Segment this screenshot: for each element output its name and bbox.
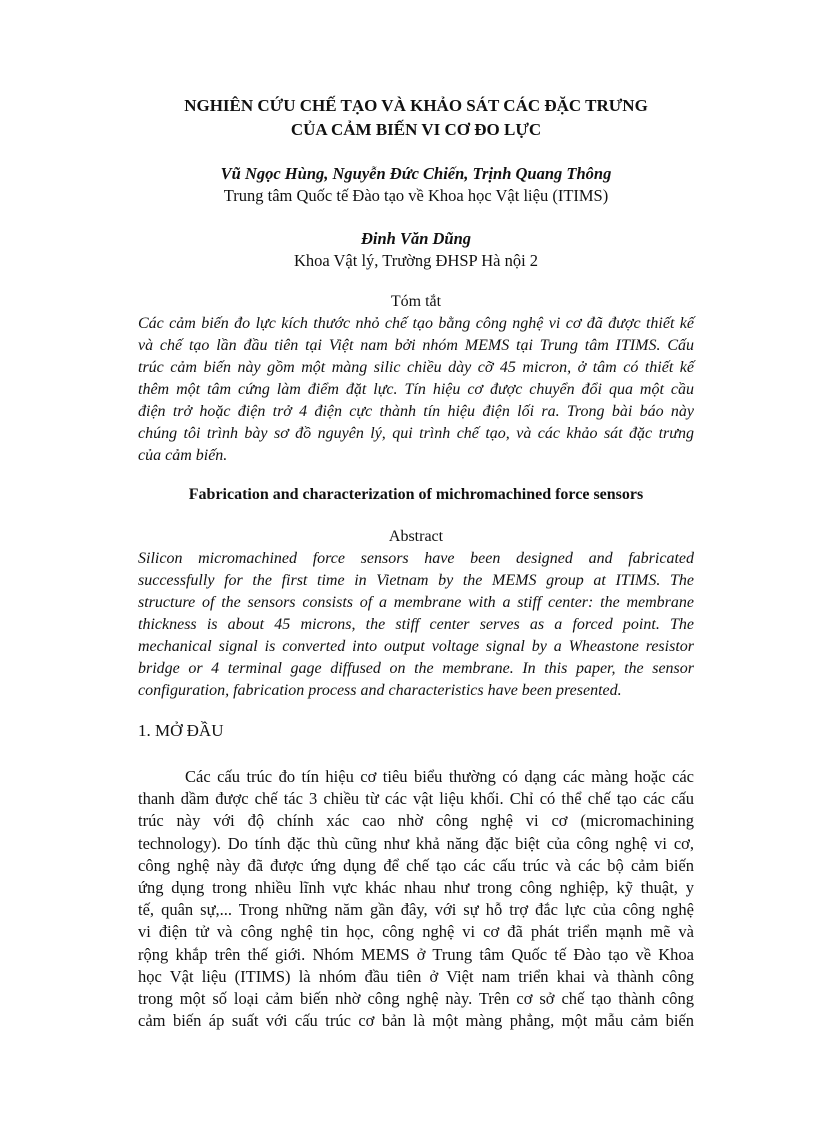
vi-abstract-line: của cảm biến.: [138, 447, 228, 464]
body-line: rộng khắp trên thế giới. Nhóm MEMS ở Trung tâm Quốc tế Đào tạo về Khoa: [138, 944, 694, 964]
affiliation-2: Khoa Vật lý, Trường ĐHSP Hà nội 2: [293, 251, 539, 270]
author-names-1: Vũ Ngọc Hùng, Nguyễn Đức Chiến, Trịnh Quang Thông: [220, 164, 612, 183]
vi-abstract-line: Các cảm biến đo lực kích thước nhỏ chế tạo bằng công nghệ vi cơ đã được thiết kế: [138, 315, 694, 332]
en-abstract-line: bridge or 4 terminal gage diffused on the membrane. In this paper, the sensor: [138, 660, 694, 677]
affiliation-1: Trung tâm Quốc tế Đào tạo về Khoa học Vật liệu (ITIMS): [223, 186, 609, 205]
body-line: vi điện tử và công nghệ tin học, công nghệ vi cơ đã phát triển mạnh mẽ và: [138, 922, 694, 942]
title-line-2: CỦA CẢM BIẾN VI CƠ ĐO LỰC: [290, 120, 542, 139]
author-group-2: [138, 228, 694, 272]
en-abstract-heading: Abstract: [388, 528, 444, 545]
body-line: công nghệ này đã được ứng dụng để chế tạo các cấu trúc và các bộ cảm biến: [138, 855, 694, 875]
vi-abstract-heading: Tóm tắt: [390, 293, 442, 310]
vi-abstract-line: điện trở hoặc điện trở 4 điện cực thành tín hiệu điện lối ra. Trong bài báo này: [138, 403, 694, 420]
english-title: Fabrication and characterization of michromachined force sensors: [188, 486, 644, 503]
body-line: thanh dầm được chế tác 3 chiều từ các vật liệu khối. Chỉ có thể chế tạo các cấu: [138, 789, 694, 809]
section-heading: 1. MỞ ĐẦU: [138, 721, 224, 740]
body-line: trúc này với độ chính xác cao nhờ công nghệ vi cơ (micromachining: [138, 811, 694, 831]
vi-abstract-line: và chế tạo lần đầu tiên tại Việt nam bởi nhóm MEMS tại Trung tâm ITIMS. Cấu: [138, 337, 694, 354]
section-body: [138, 766, 694, 1032]
body-line: tế, quân sự,... Trong những năm gần đây, với sự hỗ trợ đắc lực của công nghệ: [138, 900, 694, 920]
en-abstract-line: configuration, fabrication process and characteristics have been presented.: [138, 682, 622, 699]
en-abstract-line: mechanical signal is converted into output voltage signal by a Wheastone resistor: [138, 638, 694, 655]
body-line: technology). Do tính đặc thù cũng như khả năng đặc biệt của công nghệ vi cơ,: [138, 833, 694, 853]
body-line: ứng dụng trong nhiều lĩnh vực khác nhau như trong công nghiệp, kỹ thuật, y: [138, 878, 694, 898]
body-line: Các cấu trúc đo tín hiệu cơ tiêu biểu thường có dạng các màng hoặc các: [185, 767, 694, 786]
author-group-1: [138, 163, 694, 207]
vi-abstract-body: [138, 313, 694, 467]
paper-title: [138, 94, 694, 142]
en-abstract-line: Silicon micromachined force sensors have been designed and fabricated: [138, 550, 694, 567]
en-abstract-line: successfully for the first time in Vietnam by the MEMS group at ITIMS. The: [138, 572, 694, 589]
body-line: cảm biến áp suất với cấu trúc cơ bản là một màng phẳng, một mẫu cảm biến: [138, 1011, 694, 1031]
body-line: học Vật liệu (ITIMS) là nhóm đầu tiên ở Việt nam triển khai và thành công: [138, 966, 694, 986]
vi-abstract-line: chúng tôi trình bày sơ đồ nguyên lý, qui trình chế tạo, và các khảo sát đặc trưng: [138, 425, 694, 442]
en-abstract-line: structure of the sensors consists of a membrane with a stiff center: the membrane: [138, 594, 694, 611]
english-abstract: [138, 526, 694, 702]
title-line-1: NGHIÊN CỨU CHẾ TẠO VÀ KHẢO SÁT CÁC ĐẶC TRƯNG: [184, 96, 648, 115]
author-names-2: Đinh Văn Dũng: [360, 229, 472, 248]
en-abstract-body: [138, 548, 694, 702]
en-abstract-line: thickness is about 45 microns, the stiff center serves as a forced point. The: [138, 616, 694, 633]
body-line: trong một số loại cảm biến nhờ công nghệ này. Trên cơ sở chế tạo thành công: [138, 989, 694, 1009]
vietnamese-abstract: [138, 291, 694, 467]
vi-abstract-line: thêm một tâm cứng làm điểm đặt lực. Tín hiệu cơ được chuyển đổi qua một cầu: [138, 381, 694, 398]
vi-abstract-line: trúc cảm biến này gồm một màng silic chiều dày cỡ 45 micron, ở tâm có thiết kế: [138, 359, 694, 376]
